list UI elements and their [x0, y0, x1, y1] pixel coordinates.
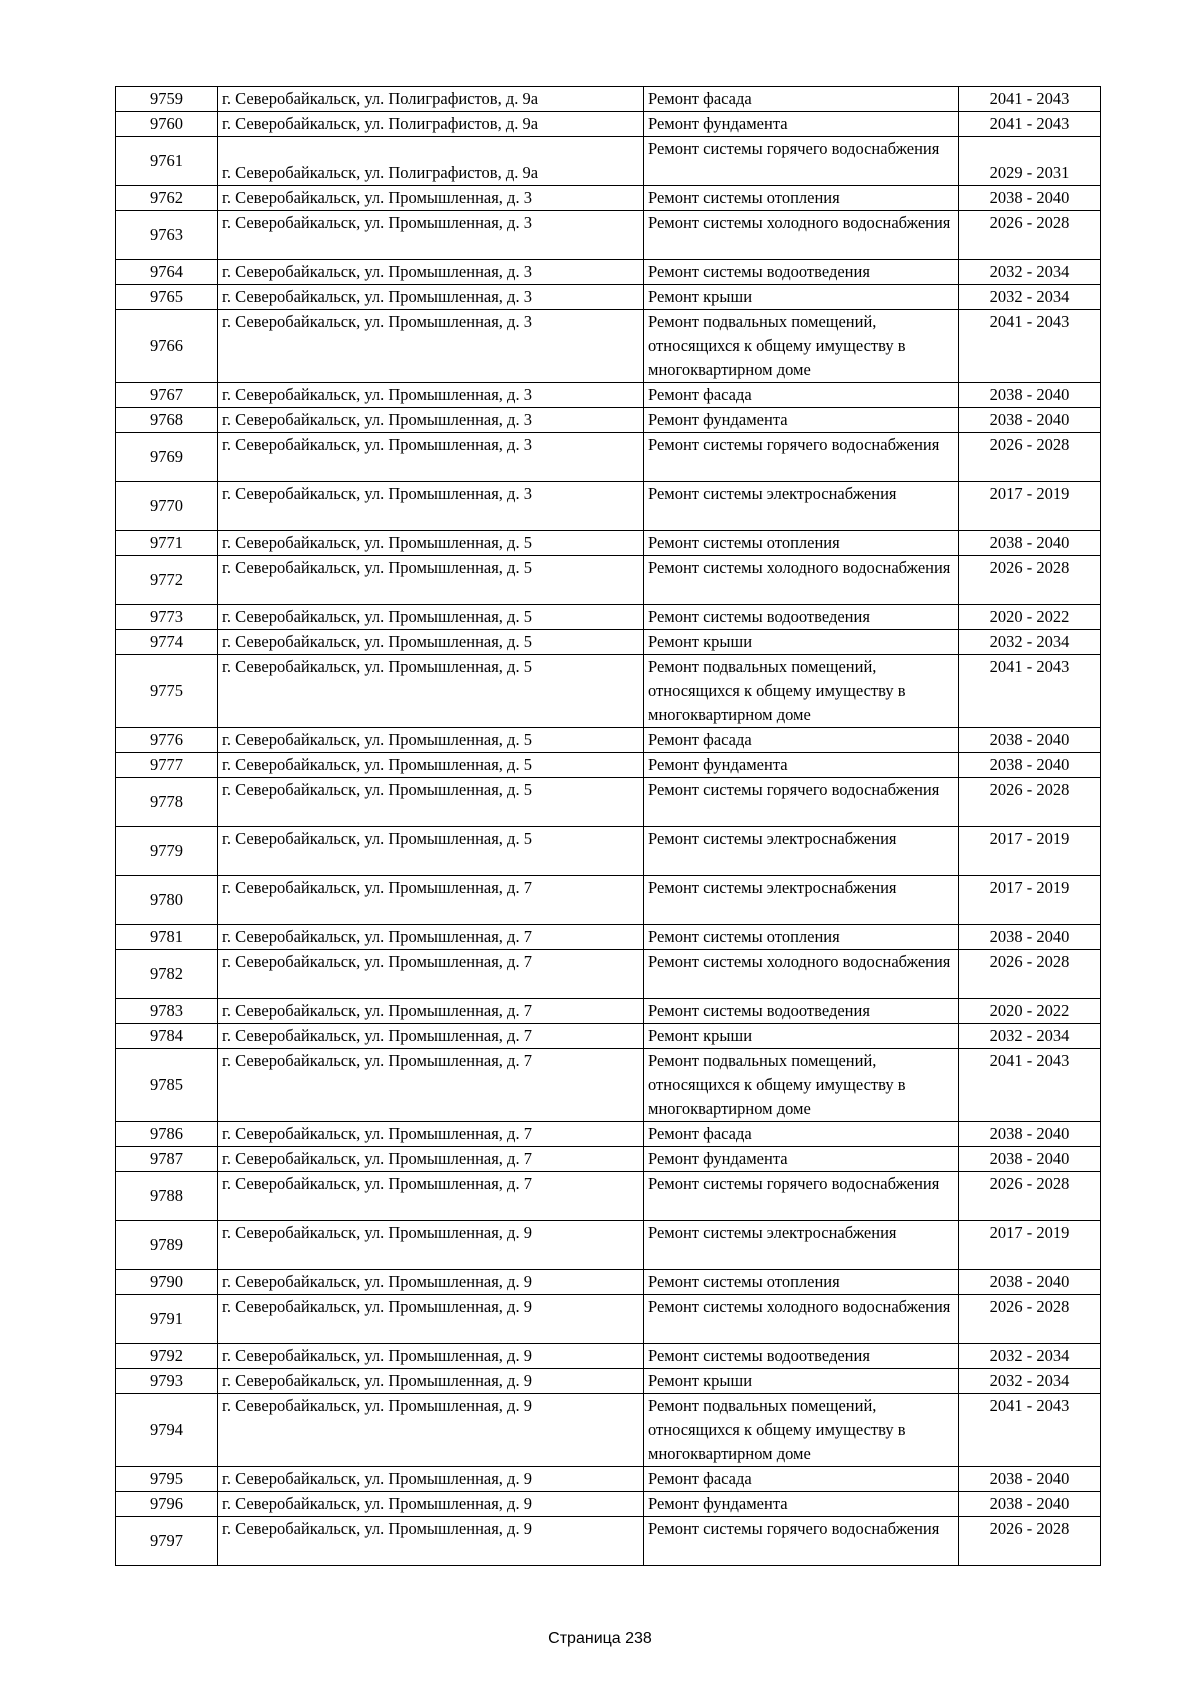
row-address: г. Северобайкальск, ул. Промышленная, д. 3 — [218, 285, 644, 310]
row-period: 2032 - 2034 — [959, 285, 1101, 310]
row-number: 9768 — [116, 408, 218, 433]
row-period: 2032 - 2034 — [959, 1344, 1101, 1369]
row-number: 9781 — [116, 925, 218, 950]
row-period: 2026 - 2028 — [959, 433, 1101, 482]
table-row — [116, 408, 1101, 433]
row-number: 9773 — [116, 605, 218, 630]
row-number: 9772 — [116, 556, 218, 605]
table-row — [116, 1295, 1101, 1344]
row-address: г. Северобайкальск, ул. Промышленная, д. 7 — [218, 1172, 644, 1221]
row-period: 2017 - 2019 — [959, 482, 1101, 531]
row-work-type: Ремонт фасада — [644, 383, 959, 408]
row-work-type: Ремонт системы отопления — [644, 531, 959, 556]
row-number: 9795 — [116, 1467, 218, 1492]
row-period: 2038 - 2040 — [959, 1467, 1101, 1492]
row-number: 9792 — [116, 1344, 218, 1369]
row-work-type: Ремонт крыши — [644, 630, 959, 655]
table-row — [116, 112, 1101, 137]
table-row — [116, 137, 1101, 186]
row-period: 2017 - 2019 — [959, 1221, 1101, 1270]
row-work-type: Ремонт системы горячего водоснабжения — [644, 433, 959, 482]
row-number: 9776 — [116, 728, 218, 753]
row-address: г. Северобайкальск, ул. Промышленная, д. 9 — [218, 1295, 644, 1344]
row-period: 2026 - 2028 — [959, 778, 1101, 827]
row-address: г. Северобайкальск, ул. Полиграфистов, д. 9а — [218, 87, 644, 112]
row-number: 9787 — [116, 1147, 218, 1172]
row-number: 9766 — [116, 310, 218, 383]
row-address: г. Северобайкальск, ул. Промышленная, д. 3 — [218, 383, 644, 408]
row-number: 9788 — [116, 1172, 218, 1221]
row-address: г. Северобайкальск, ул. Промышленная, д. 9 — [218, 1221, 644, 1270]
row-work-type: Ремонт крыши — [644, 285, 959, 310]
table-row — [116, 1344, 1101, 1369]
row-work-type: Ремонт системы водоотведения — [644, 605, 959, 630]
row-number: 9767 — [116, 383, 218, 408]
row-number: 9763 — [116, 211, 218, 260]
row-number: 9794 — [116, 1394, 218, 1467]
row-number: 9786 — [116, 1122, 218, 1147]
row-address: г. Северобайкальск, ул. Промышленная, д. 5 — [218, 531, 644, 556]
row-address: г. Северобайкальск, ул. Промышленная, д. 3 — [218, 186, 644, 211]
row-address: г. Северобайкальск, ул. Промышленная, д. 5 — [218, 753, 644, 778]
row-period: 2041 - 2043 — [959, 112, 1101, 137]
row-work-type: Ремонт системы отопления — [644, 186, 959, 211]
row-number: 9765 — [116, 285, 218, 310]
row-period: 2038 - 2040 — [959, 383, 1101, 408]
row-number: 9769 — [116, 433, 218, 482]
row-work-type: Ремонт фундамента — [644, 1492, 959, 1517]
table-row — [116, 1369, 1101, 1394]
table-row — [116, 383, 1101, 408]
table-row — [116, 999, 1101, 1024]
table-row — [116, 605, 1101, 630]
row-address: г. Северобайкальск, ул. Промышленная, д. 3 — [218, 310, 644, 383]
row-number: 9761 — [116, 137, 218, 186]
row-number: 9791 — [116, 1295, 218, 1344]
row-address: г. Северобайкальск, ул. Промышленная, д. 5 — [218, 728, 644, 753]
row-number: 9789 — [116, 1221, 218, 1270]
row-work-type: Ремонт фундамента — [644, 112, 959, 137]
table-row — [116, 1049, 1101, 1122]
table-row — [116, 1270, 1101, 1295]
row-period: 2038 - 2040 — [959, 728, 1101, 753]
row-address: г. Северобайкальск, ул. Промышленная, д. 5 — [218, 655, 644, 728]
row-address: г. Северобайкальск, ул. Промышленная, д. 7 — [218, 876, 644, 925]
row-number: 9762 — [116, 186, 218, 211]
row-work-type: Ремонт системы горячего водоснабжения — [644, 1517, 959, 1566]
row-period: 2038 - 2040 — [959, 1147, 1101, 1172]
row-work-type: Ремонт фундамента — [644, 408, 959, 433]
row-number: 9779 — [116, 827, 218, 876]
row-address: г. Северобайкальск, ул. Промышленная, д. 3 — [218, 211, 644, 260]
row-address: г. Северобайкальск, ул. Промышленная, д. 5 — [218, 778, 644, 827]
table-body — [116, 87, 1101, 1566]
table-row — [116, 925, 1101, 950]
row-address: г. Северобайкальск, ул. Промышленная, д. 7 — [218, 999, 644, 1024]
row-period: 2026 - 2028 — [959, 1172, 1101, 1221]
row-number: 9764 — [116, 260, 218, 285]
row-number: 9778 — [116, 778, 218, 827]
table-row — [116, 310, 1101, 383]
table-row — [116, 1394, 1101, 1467]
row-period: 2041 - 2043 — [959, 87, 1101, 112]
row-number: 9797 — [116, 1517, 218, 1566]
row-number: 9771 — [116, 531, 218, 556]
table-row — [116, 285, 1101, 310]
row-address: г. Северобайкальск, ул. Промышленная, д. 9 — [218, 1517, 644, 1566]
row-period: 2032 - 2034 — [959, 1369, 1101, 1394]
row-address: г. Северобайкальск, ул. Промышленная, д. 7 — [218, 1049, 644, 1122]
table-row — [116, 950, 1101, 999]
row-period: 2026 - 2028 — [959, 211, 1101, 260]
row-work-type: Ремонт системы электроснабжения — [644, 876, 959, 925]
page-number-footer: Страница 238 — [548, 1630, 652, 1647]
row-address: г. Северобайкальск, ул. Промышленная, д. 7 — [218, 1024, 644, 1049]
row-period: 2038 - 2040 — [959, 186, 1101, 211]
table-row — [116, 1024, 1101, 1049]
row-period: 2038 - 2040 — [959, 1492, 1101, 1517]
row-address: г. Северобайкальск, ул. Промышленная, д. 9 — [218, 1270, 644, 1295]
row-period: 2020 - 2022 — [959, 605, 1101, 630]
row-work-type: Ремонт фундамента — [644, 1147, 959, 1172]
row-work-type: Ремонт фасада — [644, 1467, 959, 1492]
row-period: 2038 - 2040 — [959, 531, 1101, 556]
row-number: 9775 — [116, 655, 218, 728]
row-address: г. Северобайкальск, ул. Промышленная, д. 3 — [218, 408, 644, 433]
row-address: г. Северобайкальск, ул. Промышленная, д. 5 — [218, 630, 644, 655]
row-period: 2017 - 2019 — [959, 876, 1101, 925]
table-row — [116, 482, 1101, 531]
row-work-type: Ремонт системы горячего водоснабжения — [644, 1172, 959, 1221]
row-address: г. Северобайкальск, ул. Промышленная, д. 3 — [218, 260, 644, 285]
row-number: 9790 — [116, 1270, 218, 1295]
row-number: 9784 — [116, 1024, 218, 1049]
table-row — [116, 753, 1101, 778]
row-work-type: Ремонт системы водоотведения — [644, 999, 959, 1024]
row-address: г. Северобайкальск, ул. Промышленная, д. 9 — [218, 1492, 644, 1517]
row-work-type: Ремонт системы водоотведения — [644, 260, 959, 285]
row-work-type: Ремонт системы электроснабжения — [644, 482, 959, 531]
row-address: г. Северобайкальск, ул. Промышленная, д. 9 — [218, 1369, 644, 1394]
table-row — [116, 778, 1101, 827]
row-work-type: Ремонт системы холодного водоснабжения — [644, 1295, 959, 1344]
row-address: г. Северобайкальск, ул. Промышленная, д. 5 — [218, 827, 644, 876]
row-work-type: Ремонт системы электроснабжения — [644, 1221, 959, 1270]
table-row — [116, 211, 1101, 260]
row-address: г. Северобайкальск, ул. Промышленная, д. 5 — [218, 556, 644, 605]
row-number: 9782 — [116, 950, 218, 999]
row-number: 9793 — [116, 1369, 218, 1394]
row-work-type: Ремонт крыши — [644, 1024, 959, 1049]
table-row — [116, 1221, 1101, 1270]
row-period: 2017 - 2019 — [959, 827, 1101, 876]
row-address: г. Северобайкальск, ул. Промышленная, д. 7 — [218, 925, 644, 950]
row-work-type: Ремонт фасада — [644, 728, 959, 753]
row-period: 2026 - 2028 — [959, 950, 1101, 999]
table-row — [116, 433, 1101, 482]
table-row — [116, 1122, 1101, 1147]
row-work-type: Ремонт подвальных помещений, относящихся к общему имуществу в многоквартирном доме — [644, 1049, 959, 1122]
table-row — [116, 630, 1101, 655]
row-address: г. Северобайкальск, ул. Промышленная, д. 9 — [218, 1344, 644, 1369]
row-work-type: Ремонт системы отопления — [644, 1270, 959, 1295]
table-row — [116, 876, 1101, 925]
row-address: г. Северобайкальск, ул. Полиграфистов, д. 9а — [218, 137, 644, 186]
row-work-type: Ремонт крыши — [644, 1369, 959, 1394]
row-period: 2038 - 2040 — [959, 753, 1101, 778]
table-row — [116, 1492, 1101, 1517]
row-work-type: Ремонт подвальных помещений, относящихся к общему имуществу в многоквартирном доме — [644, 655, 959, 728]
row-period: 2038 - 2040 — [959, 408, 1101, 433]
table-row — [116, 531, 1101, 556]
row-period: 2041 - 2043 — [959, 655, 1101, 728]
row-address: г. Северобайкальск, ул. Промышленная, д. 9 — [218, 1394, 644, 1467]
row-work-type: Ремонт фундамента — [644, 753, 959, 778]
row-work-type: Ремонт системы горячего водоснабжения — [644, 778, 959, 827]
table-row — [116, 1517, 1101, 1566]
row-work-type: Ремонт системы электроснабжения — [644, 827, 959, 876]
table-row — [116, 1467, 1101, 1492]
row-address: г. Северобайкальск, ул. Промышленная, д. 3 — [218, 433, 644, 482]
row-period: 2026 - 2028 — [959, 1295, 1101, 1344]
row-number: 9759 — [116, 87, 218, 112]
row-work-type: Ремонт системы горячего водоснабжения — [644, 137, 959, 186]
row-address: г. Северобайкальск, ул. Промышленная, д. 7 — [218, 1147, 644, 1172]
row-address: г. Северобайкальск, ул. Промышленная, д. 9 — [218, 1467, 644, 1492]
row-work-type: Ремонт системы отопления — [644, 925, 959, 950]
row-period: 2041 - 2043 — [959, 1394, 1101, 1467]
row-work-type: Ремонт подвальных помещений, относящихся к общему имуществу в многоквартирном доме — [644, 310, 959, 383]
row-work-type: Ремонт подвальных помещений, относящихся к общему имуществу в многоквартирном доме — [644, 1394, 959, 1467]
table-row — [116, 1172, 1101, 1221]
row-number: 9783 — [116, 999, 218, 1024]
table-row — [116, 556, 1101, 605]
table-row — [116, 655, 1101, 728]
row-number: 9770 — [116, 482, 218, 531]
table-row — [116, 1147, 1101, 1172]
row-period: 2041 - 2043 — [959, 1049, 1101, 1122]
row-work-type: Ремонт фасада — [644, 1122, 959, 1147]
table-row — [116, 827, 1101, 876]
row-work-type: Ремонт системы водоотведения — [644, 1344, 959, 1369]
row-period: 2029 - 2031 — [959, 137, 1101, 186]
row-number: 9785 — [116, 1049, 218, 1122]
table-row — [116, 87, 1101, 112]
table-row — [116, 728, 1101, 753]
row-work-type: Ремонт системы холодного водоснабжения — [644, 556, 959, 605]
row-number: 9760 — [116, 112, 218, 137]
row-address: г. Северобайкальск, ул. Промышленная, д. 5 — [218, 605, 644, 630]
row-period: 2026 - 2028 — [959, 556, 1101, 605]
row-address: г. Северобайкальск, ул. Промышленная, д. 7 — [218, 1122, 644, 1147]
row-period: 2038 - 2040 — [959, 1122, 1101, 1147]
row-number: 9777 — [116, 753, 218, 778]
row-number: 9774 — [116, 630, 218, 655]
table-row — [116, 260, 1101, 285]
row-work-type: Ремонт системы холодного водоснабжения — [644, 950, 959, 999]
row-number: 9796 — [116, 1492, 218, 1517]
row-work-type: Ремонт фасада — [644, 87, 959, 112]
row-number: 9780 — [116, 876, 218, 925]
row-period: 2032 - 2034 — [959, 1024, 1101, 1049]
row-period: 2020 - 2022 — [959, 999, 1101, 1024]
row-period: 2032 - 2034 — [959, 260, 1101, 285]
row-period: 2032 - 2034 — [959, 630, 1101, 655]
row-work-type: Ремонт системы холодного водоснабжения — [644, 211, 959, 260]
row-address: г. Северобайкальск, ул. Промышленная, д. 7 — [218, 950, 644, 999]
table-row — [116, 186, 1101, 211]
row-address: г. Северобайкальск, ул. Промышленная, д. 3 — [218, 482, 644, 531]
row-period: 2038 - 2040 — [959, 1270, 1101, 1295]
row-period: 2038 - 2040 — [959, 925, 1101, 950]
row-period: 2041 - 2043 — [959, 310, 1101, 383]
repair-schedule-table — [115, 86, 1101, 1566]
row-address: г. Северобайкальск, ул. Полиграфистов, д. 9а — [218, 112, 644, 137]
row-period: 2026 - 2028 — [959, 1517, 1101, 1566]
